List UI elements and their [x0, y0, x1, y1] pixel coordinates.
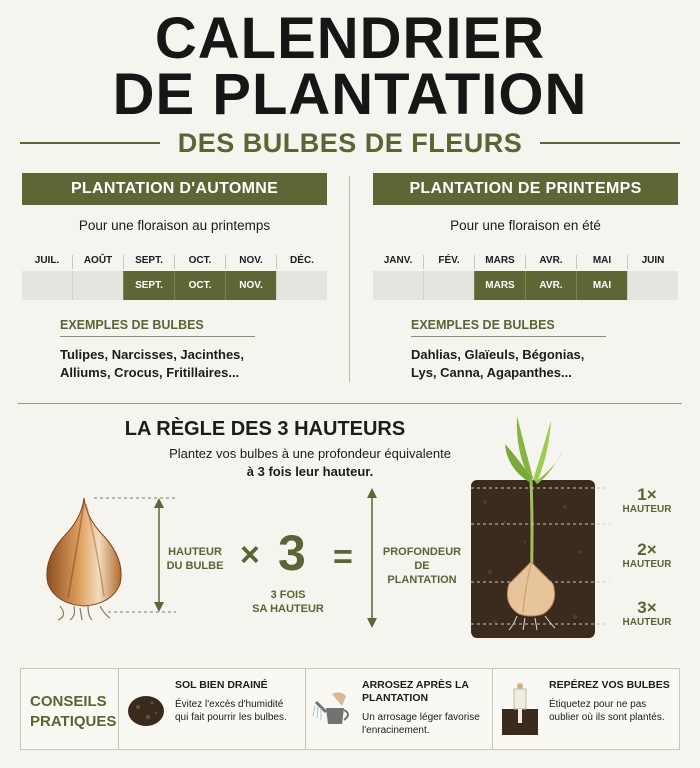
autumn-examples-title: EXEMPLES DE BULBES	[60, 318, 204, 332]
height-mark-number: 3×	[637, 598, 657, 617]
planting-depth-label	[380, 545, 464, 587]
timeline-cell-active: MAI	[576, 271, 627, 300]
spring-examples-text: Dahlias, Glaïeuls, Bégonias, Lys, Canna, Agapanthes...	[411, 347, 585, 380]
timeline-cell	[72, 271, 123, 300]
rule-line1: Plantez vos bulbes à une profondeur équivalente	[169, 446, 451, 461]
month-label: NOV.	[225, 255, 276, 269]
soil-icon	[125, 679, 167, 739]
timeline-cell	[423, 271, 474, 300]
three-times-label-line1: 3 FOIS	[270, 589, 306, 601]
subtitle-row	[20, 128, 680, 158]
tip-title: SOL BIEN DRAINÉ	[175, 679, 268, 691]
height-mark-word: HAUTEUR	[622, 504, 672, 515]
month-label: DÉC.	[276, 255, 327, 269]
rule-description	[150, 445, 470, 481]
tip-watering	[306, 669, 493, 749]
planting-depth-label-line1: PROFONDEUR	[382, 546, 462, 558]
subtitle-left-line	[20, 142, 160, 144]
spring-examples-underline	[411, 336, 606, 337]
month-label: MARS	[474, 255, 525, 269]
month-label: AVR.	[525, 255, 576, 269]
timeline-cell	[276, 271, 327, 300]
month-label: FÉV.	[423, 255, 474, 269]
autumn-header: PLANTATION D'AUTOMNE	[22, 173, 327, 205]
spring-month-labels	[373, 255, 678, 269]
timeline-cell-active: SEPT.	[123, 271, 174, 300]
main-title-line1: CALENDRIER	[154, 6, 546, 71]
tip-title: ARROSEZ APRÈS LA PLANTATION	[362, 679, 469, 704]
autumn-timeline-bar	[22, 271, 327, 300]
tip-labels	[493, 669, 679, 749]
height-mark-number: 1×	[637, 485, 657, 504]
month-label: MAI	[576, 255, 627, 269]
planting-depth-label-line2: DE PLANTATION	[387, 560, 457, 586]
spring-section	[373, 173, 678, 382]
spring-timeline-bar	[373, 271, 678, 300]
bulb-height-label-line1: HAUTEUR	[168, 546, 222, 558]
three-number: 3	[278, 525, 306, 581]
tip-drained-soil	[119, 669, 306, 749]
bulb-height-label-line2: DU BULBE	[166, 560, 224, 572]
rule-line2	[150, 463, 470, 481]
subtitle-right-line	[540, 142, 680, 144]
rule-title: LA RÈGLE DES 3 HAUTEURS	[124, 418, 406, 440]
autumn-month-labels	[22, 255, 327, 269]
tips-heading	[21, 669, 119, 749]
planted-bulb-illustration	[465, 412, 610, 642]
tips-heading-line1: CONSEILS	[30, 693, 107, 710]
main-title-line2: DE PLANTATION	[112, 62, 588, 127]
spring-subtitle: Pour une floraison en été	[450, 218, 601, 233]
month-label: OCT.	[174, 255, 225, 269]
watering-can-icon	[312, 679, 354, 739]
three-times-label-line2: SA HAUTEUR	[252, 603, 324, 615]
spring-examples-title: EXEMPLES DE BULBES	[411, 318, 555, 332]
bulb-height-label	[160, 545, 230, 573]
autumn-subtitle: Pour une floraison au printemps	[78, 218, 271, 233]
tip-title: REPÉREZ VOS BULBES	[549, 679, 670, 691]
height-mark-2	[612, 541, 682, 570]
height-mark-3	[612, 599, 682, 628]
month-label: AOÛT	[72, 255, 123, 269]
multiply-sign: ×	[240, 536, 260, 574]
tip-description: Un arrosage léger favorise l'enracinement.	[362, 712, 480, 736]
season-divider	[349, 176, 350, 382]
height-mark-1	[612, 486, 682, 515]
plant-label-icon	[499, 679, 541, 739]
timeline-cell	[373, 271, 423, 300]
timeline-cell	[22, 271, 72, 300]
timeline-cell-active: MARS	[474, 271, 525, 300]
subtitle: DES BULBES DE FLEURS	[177, 127, 523, 158]
equals-sign: =	[333, 538, 353, 576]
month-label: SEPT.	[123, 255, 174, 269]
height-mark-word: HAUTEUR	[622, 559, 672, 570]
timeline-cell-active: NOV.	[225, 271, 276, 300]
spring-header: PLANTATION DE PRINTEMPS	[373, 173, 678, 205]
timeline-cell-active: OCT.	[174, 271, 225, 300]
tip-description: Évitez l'excès d'humidité qui fait pourrir les bulbes.	[175, 699, 287, 723]
month-label: JUIL.	[34, 255, 60, 266]
rule-line2-bold: à 3 fois leur hauteur.	[246, 464, 374, 479]
height-mark-word: HAUTEUR	[622, 617, 672, 628]
height-mark-number: 2×	[637, 540, 657, 559]
autumn-section	[22, 173, 327, 382]
tips-heading-line2: PRATIQUES	[30, 713, 117, 730]
month-label: JANV.	[383, 255, 413, 266]
autumn-examples-text: Tulipes, Narcisses, Jacinthes, Alliums, Crocus, Fritillaires...	[60, 347, 245, 380]
three-times-label	[250, 588, 326, 616]
timeline-cell-active: AVR.	[525, 271, 576, 300]
section-divider	[18, 403, 682, 404]
timeline-cell	[627, 271, 678, 300]
month-label: JUIN	[627, 255, 678, 269]
tip-description: Étiquetez pour ne pas oublier où ils sont plantés.	[549, 699, 665, 723]
autumn-examples-underline	[60, 336, 255, 337]
tips-panel	[20, 668, 680, 750]
